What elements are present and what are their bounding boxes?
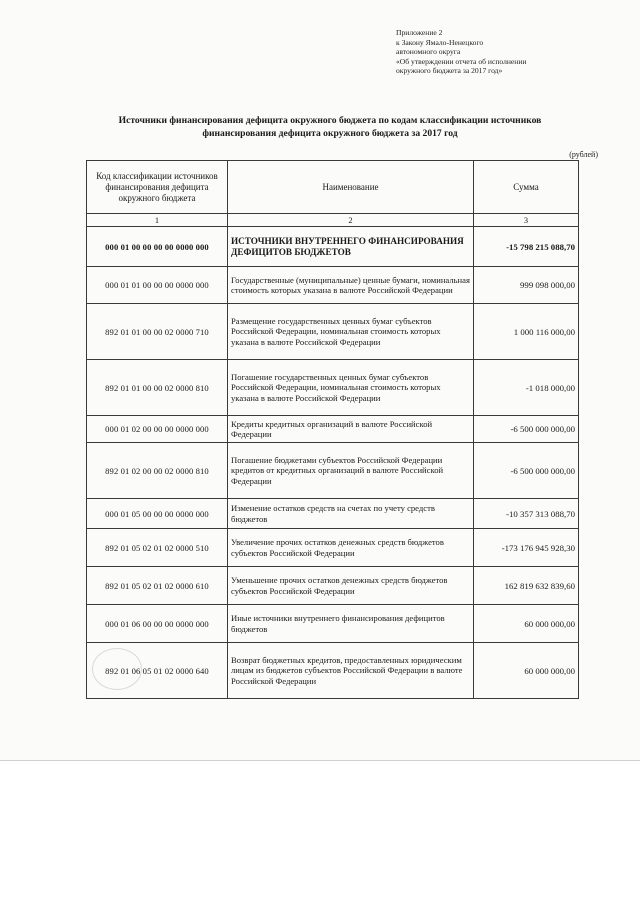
table-row [87, 304, 579, 360]
table-row [87, 567, 579, 605]
column-number-row [87, 214, 579, 227]
row-sum: -10 357 313 088,70 [474, 499, 579, 529]
row-sum: -173 176 945 928,30 [474, 529, 579, 567]
row-name: Погашение бюджетами субъектов Российской Федерации кредитов от кредитных организаций в валюте Российской Федерации [228, 443, 474, 499]
row-sum: -6 500 000 000,00 [474, 416, 579, 443]
table-header-row [87, 161, 579, 214]
row-name: Государственные (муниципальные) ценные бумаги, номинальная стоимость которых указана в валюте Российской Федерации [228, 267, 474, 304]
title-line: финансирования дефицита окружного бюджета за 2017 год [202, 128, 458, 139]
row-sum: -6 500 000 000,00 [474, 443, 579, 499]
table-row [87, 605, 579, 643]
row-code: 000 01 05 00 00 00 0000 000 [87, 499, 228, 529]
appendix-note [396, 28, 596, 76]
row-name: Погашение государственных ценных бумаг субъектов Российской Федерации, номинальная стоимость которых указана в валюте Российской Федерации [228, 360, 474, 416]
unit-label: (рублей) [569, 150, 598, 159]
table-row [87, 267, 579, 304]
appendix-line: автономного округа [396, 47, 461, 57]
row-name: Увеличение прочих остатков денежных средств бюджетов субъектов Российской Федерации [228, 529, 474, 567]
stamp-mark [92, 648, 142, 690]
row-name: Размещение государственных ценных бумаг субъектов Российской Федерации, номинальная стоимость которых указана в валюте Российской Федерации [228, 304, 474, 360]
row-sum: 1 000 116 000,00 [474, 304, 579, 360]
row-name: Возврат бюджетных кредитов, предоставленных юридическим лицам из бюджетов субъектов Российской Федерации в валюте Российской Федерации [228, 643, 474, 699]
row-sum: 162 819 632 839,60 [474, 567, 579, 605]
row-sum: -1 018 000,00 [474, 360, 579, 416]
row-code: 892 01 06 05 01 02 0000 640 [87, 643, 228, 699]
row-sum: 60 000 000,00 [474, 605, 579, 643]
row-name: Кредиты кредитных организаций в валюте Российской Федерации [228, 416, 474, 443]
appendix-line: к Закону Ямало-Ненецкого [396, 37, 484, 47]
column-number: 1 [87, 214, 228, 227]
row-code: 000 01 00 00 00 00 0000 000 [87, 227, 228, 267]
row-name: ИСТОЧНИКИ ВНУТРЕННЕГО ФИНАНСИРОВАНИЯ ДЕФИЦИТОВ БЮДЖЕТОВ [228, 227, 474, 267]
row-sum: 60 000 000,00 [474, 643, 579, 699]
row-code: 000 01 01 00 00 00 0000 000 [87, 267, 228, 304]
row-code: 000 01 06 00 00 00 0000 000 [87, 605, 228, 643]
appendix-line: «Об утверждении отчета об исполнении [396, 56, 527, 66]
table-row [87, 227, 579, 267]
title-line: Источники финансирования дефицита окружного бюджета по кодам классификации источников [118, 115, 542, 126]
row-code: 892 01 01 00 00 02 0000 810 [87, 360, 228, 416]
table-row [87, 643, 579, 699]
column-number: 3 [474, 214, 579, 227]
row-sum: 999 098 000,00 [474, 267, 579, 304]
table-row [87, 529, 579, 567]
appendix-line: окружного бюджета за 2017 год» [396, 66, 503, 76]
row-code: 000 01 02 00 00 00 0000 000 [87, 416, 228, 443]
table-row [87, 360, 579, 416]
document-title [60, 114, 600, 140]
row-code: 892 01 05 02 01 02 0000 610 [87, 567, 228, 605]
header-sum: Сумма [474, 161, 579, 214]
row-code: 892 01 01 00 00 02 0000 710 [87, 304, 228, 360]
table-row [87, 443, 579, 499]
row-code: 892 01 05 02 01 02 0000 510 [87, 529, 228, 567]
row-sum: -15 798 215 088,70 [474, 227, 579, 267]
column-number: 2 [228, 214, 474, 227]
row-name: Изменение остатков средств на счетах по учету средств бюджетов [228, 499, 474, 529]
row-name: Иные источники внутреннего финансирования дефицитов бюджетов [228, 605, 474, 643]
header-code: Код классификации источников финансирования дефицита окружного бюджета [87, 161, 228, 214]
appendix-line: Приложение 2 [396, 28, 443, 37]
row-code: 892 01 02 00 00 02 0000 810 [87, 443, 228, 499]
header-name: Наименование [228, 161, 474, 214]
row-name: Уменьшение прочих остатков денежных средств бюджетов субъектов Российской Федерации [228, 567, 474, 605]
financing-sources-table [86, 160, 579, 699]
table-row [87, 416, 579, 443]
table-row [87, 499, 579, 529]
